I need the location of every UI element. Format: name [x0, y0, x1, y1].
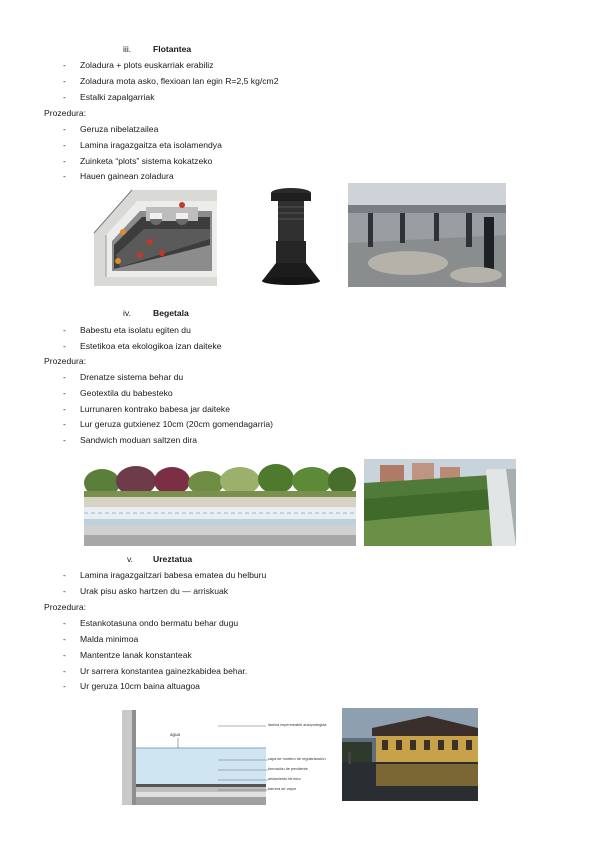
bullet-dash: -	[63, 435, 66, 445]
bullet-dash: -	[63, 156, 66, 166]
bullet-dash: -	[63, 666, 66, 676]
procedure-step: Estankotasuna ondo bermatu behar dugu	[80, 618, 239, 628]
procedure-step: Zuinketa “plots” sistema kokatzeko	[80, 156, 213, 166]
bullet-dash: -	[63, 171, 66, 181]
bullet-dash: -	[63, 140, 66, 150]
bullet-text: Babestu eta isolatu egiten du	[80, 325, 191, 335]
diagram-label-layer: formación de pendiente	[268, 767, 308, 771]
procedure-step: Ur sarrera konstantea gainezkabidea behar.	[80, 666, 248, 676]
procedure-step: Lur geruza gutxienez 10cm (20cm gomendagarria)	[80, 419, 273, 429]
bullet-dash: -	[63, 618, 66, 628]
procedure-label: Prozedura:	[44, 356, 87, 366]
water-roof-building-photo	[342, 708, 478, 801]
procedure-label: Prozedura:	[44, 602, 87, 612]
procedure-step: Lamina iragazgaitza eta isolamendya	[80, 140, 222, 150]
procedure-label: Prozedura:	[44, 108, 87, 118]
bullet-text: Lamina iragazgaitzari babesa ematea du helburu	[80, 570, 267, 580]
bullet-text: Estalki zapalgarriak	[80, 92, 155, 102]
bullet-dash: -	[63, 570, 66, 580]
section-numeral: iii.	[123, 44, 132, 54]
bullet-dash: -	[63, 650, 66, 660]
bullet-dash: -	[63, 404, 66, 414]
bullet-text: Zoladura mota asko, flexioan lan egin R=2,5 kg/cm2	[80, 76, 279, 86]
procedure-step: Hauen gainean zoladura	[80, 171, 174, 181]
section-numeral: iv.	[123, 308, 131, 318]
bullet-dash: -	[63, 419, 66, 429]
procedure-step: Ur geruza 10cm baina altuagoa	[80, 681, 200, 691]
green-roof-photo	[364, 459, 516, 546]
diagram-label-layer: capa de mortero de regularización	[268, 757, 326, 761]
procedure-step: Malda minimoa	[80, 634, 139, 644]
diagram-label-layer: aislamiento térmico	[268, 777, 301, 781]
procedure-step: Geruza nibelatzailea	[80, 124, 159, 134]
green-roof-section-diagram	[84, 459, 356, 546]
floating-floor-diagram	[92, 185, 217, 287]
procedure-step: Mantentze lanak konstanteak	[80, 650, 192, 660]
procedure-step: Geotextila du babesteko	[80, 388, 173, 398]
procedure-step: Sandwich moduan saltzen dira	[80, 435, 198, 445]
water-roof-section-diagram	[118, 708, 327, 805]
section-title-begetala: Begetala	[153, 308, 189, 318]
bullet-dash: -	[63, 92, 66, 102]
bullet-text: Estetikoa eta ekologikoa izan daiteke	[80, 341, 222, 351]
diagram-label-water: agua	[170, 732, 181, 737]
bullet-dash: -	[63, 76, 66, 86]
diagram-label-layer: lámina impermeable autoprotegida	[268, 723, 327, 727]
bullet-dash: -	[63, 372, 66, 382]
bullet-text: Urak pisu asko hartzen du — arriskuak	[80, 586, 229, 596]
bullet-text: Zoladura + plots euskarriak erabiliz	[80, 60, 214, 70]
procedure-step: Lurrunaren kontrako babesa jar daiteke	[80, 404, 231, 414]
bullet-dash: -	[63, 586, 66, 596]
bullet-dash: -	[63, 341, 66, 351]
section-numeral: v.	[127, 554, 134, 564]
diagram-label-layer: barrera de vapor	[268, 787, 297, 791]
procedure-step: Drenatze sistema behar du	[80, 372, 184, 382]
bullet-dash: -	[63, 124, 66, 134]
raised-floor-photo	[348, 183, 506, 287]
bullet-dash: -	[63, 388, 66, 398]
bullet-dash: -	[63, 60, 66, 70]
bullet-dash: -	[63, 681, 66, 691]
plot-support-photo	[256, 183, 326, 287]
bullet-dash: -	[63, 634, 66, 644]
section-title-flotantea: Flotantea	[153, 44, 192, 54]
bullet-dash: -	[63, 325, 66, 335]
section-title-ureztatua: Ureztatua	[153, 554, 193, 564]
